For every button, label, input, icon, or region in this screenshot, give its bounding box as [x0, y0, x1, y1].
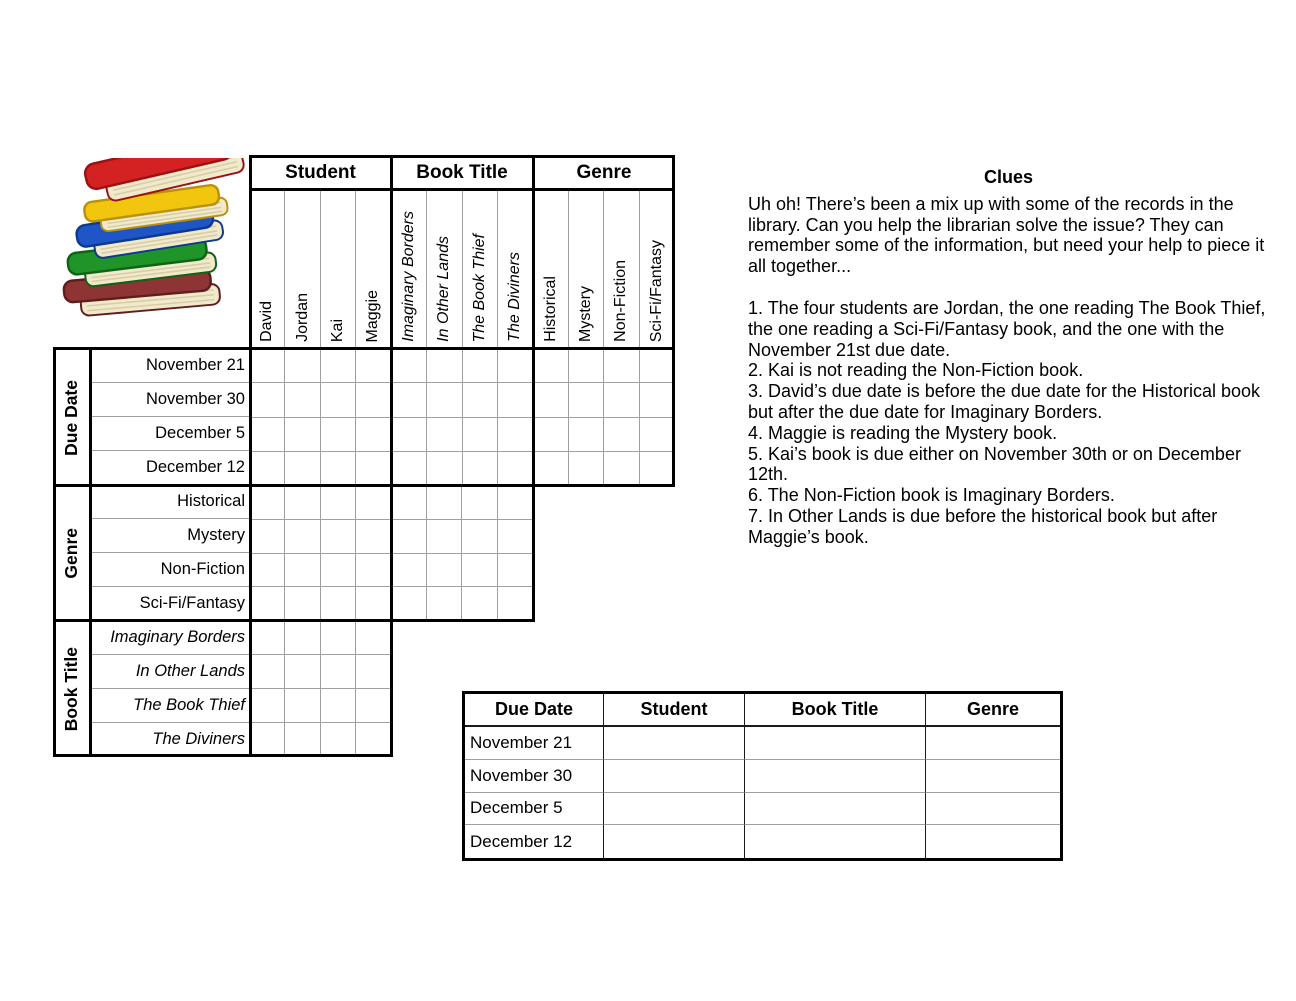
column-label-kai: Kai: [321, 190, 356, 348]
grid-cell[interactable]: [498, 486, 533, 520]
grid-cell[interactable]: [321, 418, 356, 452]
column-labels-row: [250, 190, 675, 348]
grid-cell[interactable]: [569, 418, 604, 452]
grid-cell[interactable]: [321, 554, 356, 588]
grid-cell[interactable]: [569, 383, 604, 417]
grid-line: [53, 347, 675, 350]
row-label-historical: Historical: [91, 485, 250, 519]
grid-cell[interactable]: [356, 383, 391, 417]
grid-cell[interactable]: [392, 452, 427, 486]
clue-item-7: 7. In Other Lands is due before the historical book but after Maggie’s book.: [748, 505, 1218, 547]
grid-cell[interactable]: [392, 587, 427, 621]
grid-cell[interactable]: [427, 452, 462, 486]
row-label-november-30: November 30: [91, 383, 250, 417]
grid-cell[interactable]: [285, 621, 320, 655]
grid-cell[interactable]: [321, 689, 356, 723]
grid-cell[interactable]: [427, 587, 462, 621]
grid-cell[interactable]: [356, 349, 391, 383]
clues-intro: Uh oh! There’s been a mix up with some of the records in the library. Can you help the librarian solve the issue? They can remember some of the information, but need your help to piece it all together...: [748, 193, 1265, 277]
grid-cell[interactable]: [285, 554, 320, 588]
grid-cell[interactable]: [427, 486, 462, 520]
column-label-jordan: Jordan: [285, 190, 320, 348]
grid-cell[interactable]: [321, 486, 356, 520]
grid-line: [532, 155, 535, 621]
column-label-maggie: Maggie: [356, 190, 391, 348]
grid-cell[interactable]: [604, 418, 639, 452]
grid-cell[interactable]: [463, 349, 498, 383]
clue-item-1: 1. The four students are Jordan, the one reading The Book Thief, the one reading a Sci-Fi/Fantasy book, and the one with the November 21st due date.: [748, 297, 1266, 360]
grid-cell[interactable]: [356, 418, 391, 452]
grid-cell[interactable]: [427, 418, 462, 452]
grid-cell[interactable]: [498, 520, 533, 554]
row-label-december-12: December 12: [91, 451, 250, 485]
grid-cell[interactable]: [356, 520, 391, 554]
grid-line: [53, 619, 535, 622]
column-group-header-student: Student: [285, 161, 356, 183]
answer-header-genre: Genre: [926, 694, 1060, 727]
grid-cell[interactable]: [250, 349, 285, 383]
grid-cell[interactable]: [463, 383, 498, 417]
grid-cell[interactable]: [285, 349, 320, 383]
row-label-sci-fi-fantasy: Sci-Fi/Fantasy: [91, 587, 250, 621]
grid-cell[interactable]: [427, 349, 462, 383]
answer-cell[interactable]: [745, 825, 926, 858]
grid-cell[interactable]: [427, 554, 462, 588]
answer-header-book-title: Book Title: [745, 694, 926, 727]
row-label-the-diviners: The Diviners: [91, 723, 250, 757]
grid-cell[interactable]: [321, 452, 356, 486]
answer-cell[interactable]: [745, 793, 926, 826]
grid-cell[interactable]: [640, 452, 675, 486]
column-label-the-book-thief: The Book Thief: [463, 190, 498, 348]
answer-cell[interactable]: [926, 825, 1060, 858]
grid-cell[interactable]: [533, 349, 568, 383]
grid-cell[interactable]: [250, 655, 285, 689]
grid-cell[interactable]: [285, 587, 320, 621]
grid-cell[interactable]: [427, 520, 462, 554]
answer-row-label: November 21: [465, 727, 604, 760]
grid-cell[interactable]: [356, 554, 391, 588]
grid-cell[interactable]: [250, 554, 285, 588]
grid-cell[interactable]: [285, 655, 320, 689]
clue-item-6: 6. The Non-Fiction book is Imaginary Borders.: [748, 485, 1115, 506]
grid-cell[interactable]: [250, 621, 285, 655]
grid-cell[interactable]: [640, 383, 675, 417]
column-group-header-book-title: Book Title: [416, 161, 508, 183]
column-group-header-genre: Genre: [576, 161, 632, 183]
grid-cells-book-title-block: [250, 621, 391, 757]
answer-table: [462, 691, 1063, 861]
grid-cell[interactable]: [533, 383, 568, 417]
grid-cell[interactable]: [356, 655, 391, 689]
grid-cell[interactable]: [498, 418, 533, 452]
grid-cell[interactable]: [285, 723, 320, 757]
column-label-non-fiction: Non-Fiction: [604, 190, 639, 348]
grid-cell[interactable]: [250, 723, 285, 757]
answer-row-label: December 12: [465, 825, 604, 858]
answer-header-due-date: Due Date: [465, 694, 604, 727]
answer-cell[interactable]: [604, 727, 745, 760]
row-labels-column: [91, 349, 250, 757]
grid-cell[interactable]: [356, 486, 391, 520]
row-label-december-5: December 5: [91, 417, 250, 451]
grid-cell[interactable]: [285, 689, 320, 723]
grid-line: [249, 155, 252, 757]
grid-cell[interactable]: [356, 452, 391, 486]
grid-cell[interactable]: [392, 349, 427, 383]
clue-item-2: 2. Kai is not reading the Non-Fiction book.: [748, 360, 1084, 381]
grid-cell[interactable]: [321, 723, 356, 757]
grid-cell[interactable]: [604, 452, 639, 486]
grid-line: [390, 155, 393, 757]
grid-line: [89, 349, 92, 757]
grid-cell[interactable]: [250, 486, 285, 520]
grid-cells-due-date-block: [250, 349, 675, 486]
grid-cell[interactable]: [392, 418, 427, 452]
clue-item-4: 4. Maggie is reading the Mystery book.: [748, 422, 1058, 443]
grid-cell[interactable]: [498, 452, 533, 486]
row-label-november-21: November 21: [91, 349, 250, 383]
grid-cell[interactable]: [285, 452, 320, 486]
grid-cell[interactable]: [250, 689, 285, 723]
answer-cell[interactable]: [926, 727, 1060, 760]
row-group-label-book-title: Book Title: [61, 646, 82, 732]
row-group-label-genre: Genre: [61, 528, 82, 579]
grid-cell[interactable]: [462, 554, 497, 588]
grid-cell[interactable]: [392, 486, 427, 520]
grid-line: [53, 349, 56, 757]
grid-cell[interactable]: [392, 554, 427, 588]
grid-cell[interactable]: [250, 418, 285, 452]
answer-cell[interactable]: [604, 760, 745, 793]
answer-cell[interactable]: [604, 793, 745, 826]
grid-cell[interactable]: [321, 383, 356, 417]
clues-panel: [748, 167, 1269, 548]
grid-cell[interactable]: [321, 520, 356, 554]
answer-cell[interactable]: [926, 760, 1060, 793]
column-label-in-other-lands: In Other Lands: [427, 190, 462, 348]
grid-cell[interactable]: [640, 349, 675, 383]
answer-row-label: November 30: [465, 760, 604, 793]
answer-cell[interactable]: [604, 825, 745, 858]
grid-cell[interactable]: [285, 486, 320, 520]
row-label-in-other-lands: In Other Lands: [91, 655, 250, 689]
grid-cell[interactable]: [250, 452, 285, 486]
answer-cell[interactable]: [745, 727, 926, 760]
grid-cell[interactable]: [640, 418, 675, 452]
answer-header-student: Student: [604, 694, 745, 727]
grid-cell[interactable]: [285, 520, 320, 554]
grid-cell[interactable]: [533, 418, 568, 452]
grid-line: [672, 155, 675, 486]
grid-cell[interactable]: [498, 349, 533, 383]
grid-cell[interactable]: [498, 383, 533, 417]
grid-cell[interactable]: [498, 587, 533, 621]
column-label-david: David: [250, 190, 285, 348]
grid-cell[interactable]: [285, 383, 320, 417]
row-label-the-book-thief: The Book Thief: [91, 689, 250, 723]
grid-cell[interactable]: [569, 452, 604, 486]
grid-cell[interactable]: [462, 587, 497, 621]
grid-cell[interactable]: [250, 520, 285, 554]
answer-cell[interactable]: [926, 793, 1060, 826]
grid-cell[interactable]: [356, 689, 391, 723]
grid-cell[interactable]: [285, 418, 320, 452]
answer-cell[interactable]: [745, 760, 926, 793]
grid-cell[interactable]: [250, 383, 285, 417]
grid-cell[interactable]: [569, 349, 604, 383]
grid-cell[interactable]: [392, 520, 427, 554]
row-group-label-due-date: Due Date: [61, 379, 82, 456]
grid-cell[interactable]: [321, 587, 356, 621]
grid-line: [249, 155, 675, 158]
column-label-mystery: Mystery: [569, 190, 604, 348]
clues-title: Clues: [983, 167, 1034, 187]
clue-item-5: 5. Kai’s book is due either on November 30th or on December 12th.: [748, 443, 1241, 485]
row-group-labels: [53, 349, 91, 757]
clue-list: [748, 298, 1269, 548]
column-label-the-diviners: The Diviners: [498, 190, 533, 348]
grid-line: [249, 188, 675, 191]
clue-item-3: 3. David’s due date is before the due date for the Historical book but after the due date for Imaginary Borders.: [748, 381, 1260, 422]
answer-row-label: December 5: [465, 793, 604, 826]
grid-cell[interactable]: [498, 554, 533, 588]
grid-cell[interactable]: [533, 452, 568, 486]
grid-cell[interactable]: [427, 383, 462, 417]
grid-cell[interactable]: [462, 486, 497, 520]
row-label-imaginary-borders: Imaginary Borders: [91, 621, 250, 655]
row-label-non-fiction: Non-Fiction: [91, 553, 250, 587]
grid-line: [53, 484, 675, 487]
grid-cell[interactable]: [462, 520, 497, 554]
column-label-imaginary-borders: Imaginary Borders: [392, 190, 427, 348]
column-label-sci-fi-fantasy: Sci-Fi/Fantasy: [640, 190, 675, 348]
grid-line: [53, 754, 393, 757]
grid-cell[interactable]: [604, 383, 639, 417]
grid-cell[interactable]: [321, 621, 356, 655]
grid-cell[interactable]: [463, 452, 498, 486]
grid-cell[interactable]: [604, 349, 639, 383]
book-stack-illustration: [56, 158, 252, 340]
grid-cell[interactable]: [321, 655, 356, 689]
row-label-mystery: Mystery: [91, 519, 250, 553]
grid-cell[interactable]: [356, 587, 391, 621]
grid-cell[interactable]: [356, 621, 391, 655]
grid-cell[interactable]: [250, 587, 285, 621]
column-label-historical: Historical: [533, 190, 568, 348]
grid-cell[interactable]: [463, 418, 498, 452]
grid-cell[interactable]: [356, 723, 391, 757]
grid-cell[interactable]: [392, 383, 427, 417]
grid-cell[interactable]: [321, 349, 356, 383]
